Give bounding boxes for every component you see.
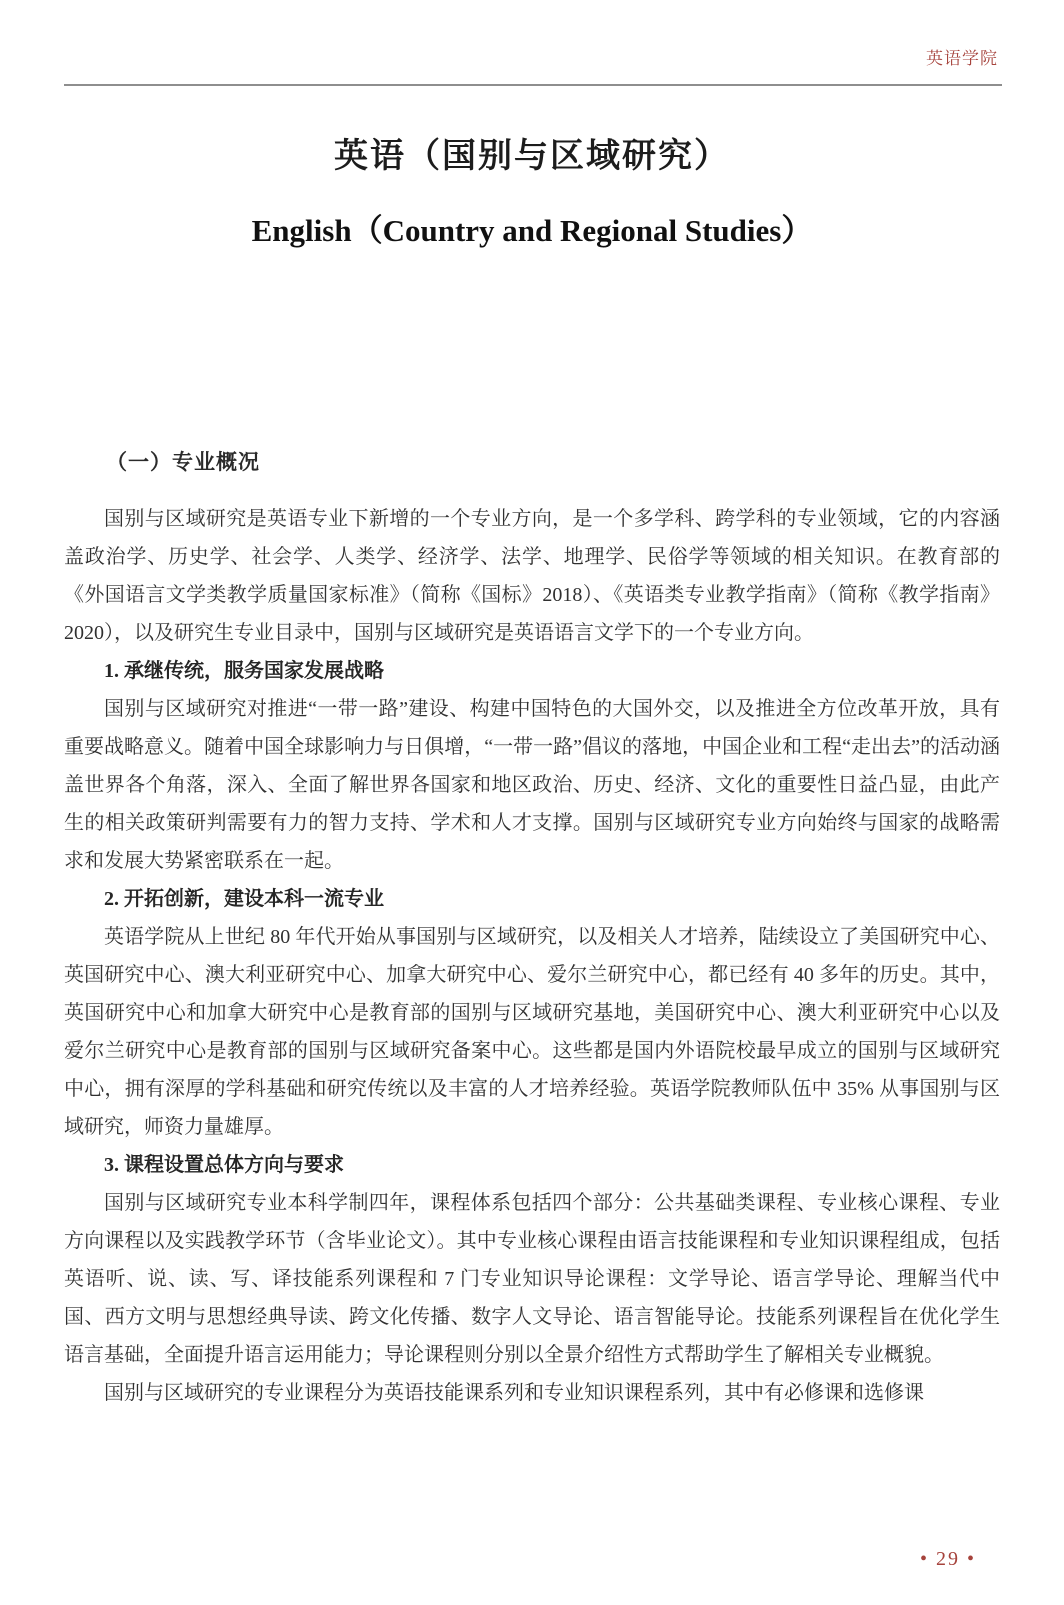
document-body <box>0 128 1064 1412</box>
page-title-zh: 英语（国别与区域研究） <box>334 136 730 176</box>
content-blocks <box>64 500 1000 1412</box>
paragraph: 国别与区域研究的专业课程分为英语技能课系列和专业知识课程系列，其中有必修课和选修课 <box>104 1382 924 1404</box>
sub-heading: 2. 开拓创新，建设本科一流专业 <box>104 888 384 910</box>
header-rule <box>64 84 1002 86</box>
sub-heading: 3. 课程设置总体方向与要求 <box>104 1154 344 1176</box>
page-number: • 29 • <box>919 1548 976 1570</box>
paragraph: 国别与区域研究是英语专业下新增的一个专业方向，是一个多学科、跨学科的专业领域，它的内容涵盖政治学、历史学、社会学、人类学、经济学、法学、地理学、民俗学等领域的相关知识。在教育部的《外国语言文学类教学质量国家标准》（简称《国标》2018）、《英语类专业教学指南》（简称《教学指南》2020），以及研究生专业目录中，国别与区域研究是英语语言文学下的一个专业方向。 <box>64 508 1000 644</box>
running-head-school: 英语学院 <box>926 49 998 68</box>
paragraph: 国别与区域研究专业本科学制四年，课程体系包括四个部分：公共基础类课程、专业核心课程、专业方向课程以及实践教学环节（含毕业论文）。其中专业核心课程由语言技能课程和专业知识课程组成，包括英语听、说、读、写、译技能系列课程和 7 门专业知识导论课程：文学导论、语言学导论、理解当代中国、西方文明与思想经典导读、跨文化传播、数字人文导论、语言智能导论。技能系列课程旨在优化学生语言基础，全面提升语言运用能力；导论课程则分别以全景介绍性方式帮助学生了解相关专业概貌。 <box>64 1192 1000 1366</box>
sub-heading: 1. 承继传统，服务国家发展战略 <box>104 660 384 682</box>
paragraph: 英语学院从上世纪 80 年代开始从事国别与区域研究，以及相关人才培养，陆续设立了美国研究中心、英国研究中心、澳大利亚研究中心、加拿大研究中心、爱尔兰研究中心，都已经有 40 多年的历史。其中，英国研究中心和加拿大研究中心是教育部的国别与区域研究基地，美国研究中心、澳大利亚研究中心以及爱尔兰研究中心是教育部的国别与区域研究备案中心。这些都是国内外语院校最早成立的国别与区域研究中心，拥有深厚的学科基础和研究传统以及丰富的人才培养经验。英语学院教师队伍中 35% 从事国别与区域研究，师资力量雄厚。 <box>64 926 1000 1138</box>
paragraph: 国别与区域研究对推进“一带一路”建设、构建中国特色的大国外交，以及推进全方位改革开放，具有重要战略意义。随着中国全球影响力与日俱增，“一带一路”倡议的落地，中国企业和工程“走出去”的活动涵盖世界各个角落，深入、全面了解世界各国家和地区政治、历史、经济、文化的重要性日益凸显，由此产生的相关政策研判需要有力的智力支持、学术和人才支撑。国别与区域研究专业方向始终与国家的战略需求和发展大势紧密联系在一起。 <box>64 698 1000 872</box>
section-heading: （一）专业概况 <box>106 450 260 474</box>
page-title-en: English（Country and Regional Studies） <box>251 213 813 248</box>
